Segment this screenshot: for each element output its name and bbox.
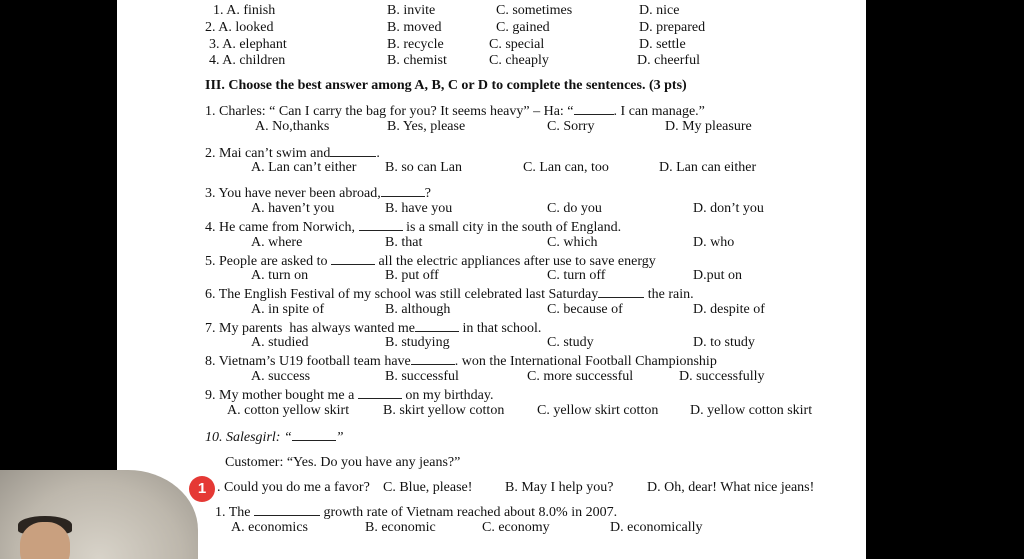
answer-blank bbox=[331, 252, 375, 265]
q4-option-a: A. where bbox=[251, 235, 303, 250]
q9-option-b: B. skirt yellow cotton bbox=[383, 403, 505, 418]
answer-blank bbox=[358, 386, 402, 399]
pron-row-1-c: C. sometimes bbox=[496, 3, 573, 18]
q11-option-c: C. economy bbox=[482, 520, 550, 535]
pron-row-1-num-a: 1. A. finish bbox=[213, 3, 276, 18]
q3-option-d: D. don’t you bbox=[693, 201, 764, 216]
pron-row-4-b: B. chemist bbox=[387, 53, 447, 68]
q2-option-c: C. Lan can, too bbox=[523, 160, 609, 175]
q1-option-d: D. My pleasure bbox=[665, 119, 752, 134]
answer-blank bbox=[330, 144, 376, 157]
question-2: 2. Mai can’t swim and . bbox=[205, 146, 380, 161]
q4-option-d: D. who bbox=[693, 235, 735, 250]
q8-option-b: B. successful bbox=[385, 369, 459, 384]
q2-option-b: B. so can Lan bbox=[385, 160, 462, 175]
q1-option-c: C. Sorry bbox=[547, 119, 595, 134]
q3-option-c: C. do you bbox=[547, 201, 602, 216]
q8-option-c: C. more successful bbox=[527, 369, 634, 384]
pron-row-1-d: D. nice bbox=[639, 3, 680, 18]
q11-option-d: D. economically bbox=[610, 520, 703, 535]
q5-option-d: D.put on bbox=[693, 268, 742, 283]
notification-badge[interactable]: 1 bbox=[189, 476, 215, 502]
answer-blank bbox=[598, 285, 644, 298]
q3-option-a: A. haven’t you bbox=[251, 201, 335, 216]
q6-option-c: C. because of bbox=[547, 302, 623, 317]
pron-row-1-b: B. invite bbox=[387, 3, 436, 18]
q4-option-c: C. which bbox=[547, 235, 598, 250]
q5-option-c: C. turn off bbox=[547, 268, 606, 283]
q11-option-b: B. economic bbox=[365, 520, 436, 535]
question-7: 7. My parents has always wanted me in that school. bbox=[205, 321, 542, 336]
pron-row-3-num-a: 3. A. elephant bbox=[209, 37, 287, 52]
q10-option-d: D. Oh, dear! What nice jeans! bbox=[647, 480, 815, 495]
webcam-overlay bbox=[0, 470, 198, 559]
pron-row-4-d: D. cheerful bbox=[637, 53, 700, 68]
q1-option-a: A. No,thanks bbox=[255, 119, 330, 134]
question-3: 3. You have never been abroad, ? bbox=[205, 186, 431, 201]
answer-blank bbox=[411, 352, 455, 365]
question-4: 4. He came from Norwich, is a small city in the south of England. bbox=[205, 220, 622, 235]
q5-option-b: B. put off bbox=[385, 268, 439, 283]
q7-option-a: A. studied bbox=[251, 335, 309, 350]
q2-option-d: D. Lan can either bbox=[659, 160, 757, 175]
answer-blank bbox=[415, 319, 459, 332]
q8-option-a: A. success bbox=[251, 369, 311, 384]
pron-row-3-c: C. special bbox=[489, 37, 545, 52]
answer-blank bbox=[359, 218, 403, 231]
q1-option-b: B. Yes, please bbox=[387, 119, 466, 134]
q9-option-c: C. yellow skirt cotton bbox=[537, 403, 659, 418]
question-6: 6. The English Festival of my school was still celebrated last Saturday the rain. bbox=[205, 287, 694, 302]
section-heading: III. Choose the best answer among A, B, C or D to complete the sentences. (3 pts) bbox=[205, 78, 687, 93]
q6-option-a: A. in spite of bbox=[251, 302, 325, 317]
question-1: 1. Charles: “ Can I carry the bag for you? It seems heavy” – Ha: “ . I can manage.” bbox=[205, 104, 705, 119]
pron-row-2-d: D. prepared bbox=[639, 20, 706, 35]
q9-option-a: A. cotton yellow skirt bbox=[227, 403, 350, 418]
q9-option-d: D. yellow cotton skirt bbox=[690, 403, 813, 418]
q10-option-a: . Could you do me a favor? bbox=[217, 480, 370, 495]
answer-blank bbox=[574, 102, 614, 115]
answer-blank bbox=[292, 428, 336, 441]
question-8: 8. Vietnam’s U19 football team have . won the International Football Championship bbox=[205, 354, 717, 369]
pron-row-2-num-a: 2. A. looked bbox=[205, 20, 274, 35]
pron-row-3-b: B. recycle bbox=[387, 37, 444, 52]
pron-row-4-num-a: 4. A. children bbox=[209, 53, 286, 68]
q7-option-b: B. studying bbox=[385, 335, 450, 350]
answer-blank bbox=[381, 184, 425, 197]
q11-option-a: A. economics bbox=[231, 520, 308, 535]
q6-option-b: B. although bbox=[385, 302, 451, 317]
q10-customer-line: Customer: “Yes. Do you have any jeans?” bbox=[225, 455, 461, 470]
worksheet-page bbox=[117, 0, 866, 559]
question-9: 9. My mother bought me a on my birthday. bbox=[205, 388, 494, 403]
q10-option-b: B. May I help you? bbox=[505, 480, 614, 495]
question-11: 1. The growth rate of Vietnam reached about 8.0% in 2007. bbox=[215, 505, 618, 520]
pron-row-3-d: D. settle bbox=[639, 37, 686, 52]
question-5: 5. People are asked to all the electric appliances after use to save energy bbox=[205, 254, 656, 269]
person-face bbox=[20, 522, 70, 559]
q7-option-d: D. to study bbox=[693, 335, 755, 350]
q6-option-d: D. despite of bbox=[693, 302, 765, 317]
pron-row-2-b: B. moved bbox=[387, 20, 442, 35]
q5-option-a: A. turn on bbox=[251, 268, 309, 283]
answer-blank bbox=[254, 503, 320, 516]
pron-row-4-c: C. cheaply bbox=[489, 53, 549, 68]
q2-option-a: A. Lan can’t either bbox=[251, 160, 357, 175]
q4-option-b: B. that bbox=[385, 235, 423, 250]
question-10: 10. Salesgirl: “ ” bbox=[205, 430, 344, 445]
pron-row-2-c: C. gained bbox=[496, 20, 550, 35]
q3-option-b: B. have you bbox=[385, 201, 453, 216]
q7-option-c: C. study bbox=[547, 335, 594, 350]
q8-option-d: D. successfully bbox=[679, 369, 765, 384]
q10-option-c: C. Blue, please! bbox=[383, 480, 473, 495]
